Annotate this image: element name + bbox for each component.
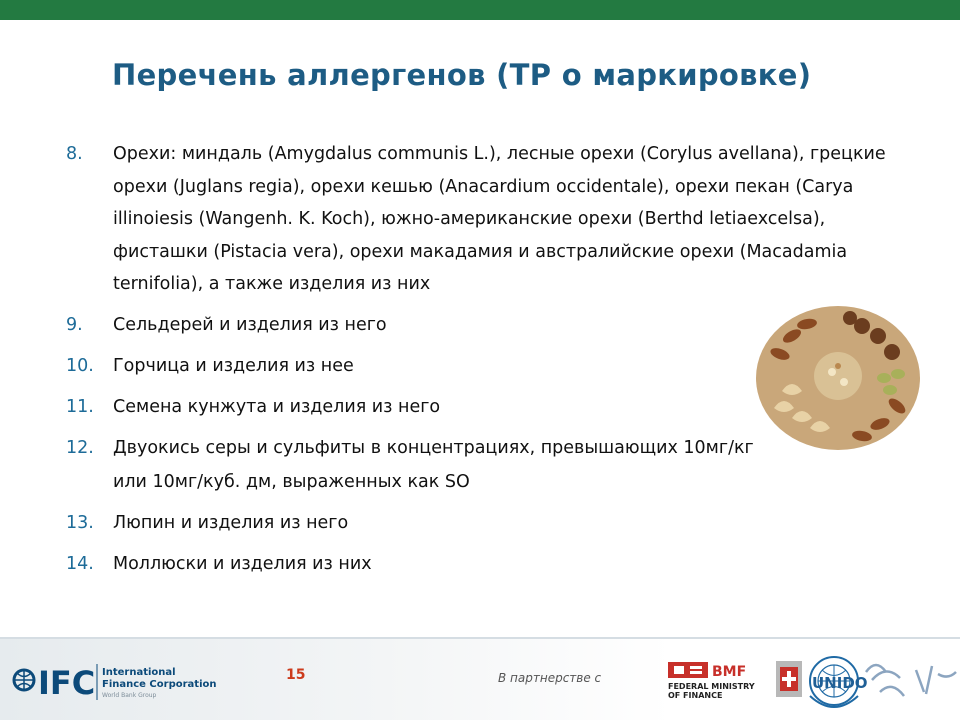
list-item-text: Семена кунжута и изделия из него (113, 396, 441, 417)
allergen-list (66, 138, 886, 581)
bmf-logo (668, 658, 768, 702)
list-item-number: 14. (66, 553, 94, 574)
list-item (66, 390, 786, 424)
list-item-number: 12. (66, 437, 94, 458)
list-item-text: Орехи: миндаль (Amygdalus communis L.), лесные орехи (Corylus avellana), грецкие орехи (Juglans regia), орехи кешью (Anacardium occidentale), орехи пекан (Carya illinoiesis (Wangenh. K. Koch), южно-американские орехи (Berthd letiaexcelsa), фисташки (Pistacia vera), орехи макадамия и австралийские орехи (Macadamia ternifolia), а также изделия из них (113, 144, 886, 294)
list-item (66, 349, 786, 383)
list-item-text: Моллюски и изделия из них (113, 553, 372, 574)
ifc-line3: World Bank Group (102, 692, 157, 699)
top-accent-bar (0, 0, 960, 20)
list-item (66, 547, 786, 581)
list-item (66, 308, 786, 342)
bmf-sub2: OF FINANCE (668, 691, 723, 700)
page-number: 15 (286, 667, 306, 683)
list-item-text: Сельдерей и изделия из него (113, 314, 387, 335)
unido-text: UNIDO (812, 674, 868, 692)
list-item (66, 138, 886, 301)
ifc-logo-text: IFC (38, 664, 96, 702)
ifc-line1: International (102, 667, 176, 678)
swiss-emblem-icon (770, 657, 808, 705)
ifc-line2: Finance Corporation (102, 679, 217, 690)
nuts-photo-icon (752, 296, 924, 454)
list-item-text: Двуокись серы и сульфиты в концентрациях, превышающих 10мг/кг или 10мг/куб. дм, выраженных как SO (113, 437, 754, 492)
list-item-number: 8. (66, 144, 83, 164)
partner-text: В партнерстве с (498, 671, 602, 685)
footer-divider (0, 637, 960, 639)
bmf-text: BMF (712, 664, 747, 680)
bmf-sub1: FEDERAL MINISTRY (668, 682, 755, 691)
list-item-text: Люпин и изделия из него (113, 512, 349, 533)
list-item-text: Горчица и изделия из нее (113, 355, 354, 376)
list-item-number: 9. (66, 314, 83, 335)
unido-logo (806, 648, 960, 714)
list-item-number: 10. (66, 355, 94, 376)
list-item-number: 13. (66, 512, 94, 533)
ifc-logo (10, 660, 220, 704)
slide-title: Перечень аллергенов (ТР о маркировке) (112, 58, 812, 92)
list-item (66, 506, 786, 540)
list-item (66, 431, 766, 499)
list-item-number: 11. (66, 396, 94, 417)
